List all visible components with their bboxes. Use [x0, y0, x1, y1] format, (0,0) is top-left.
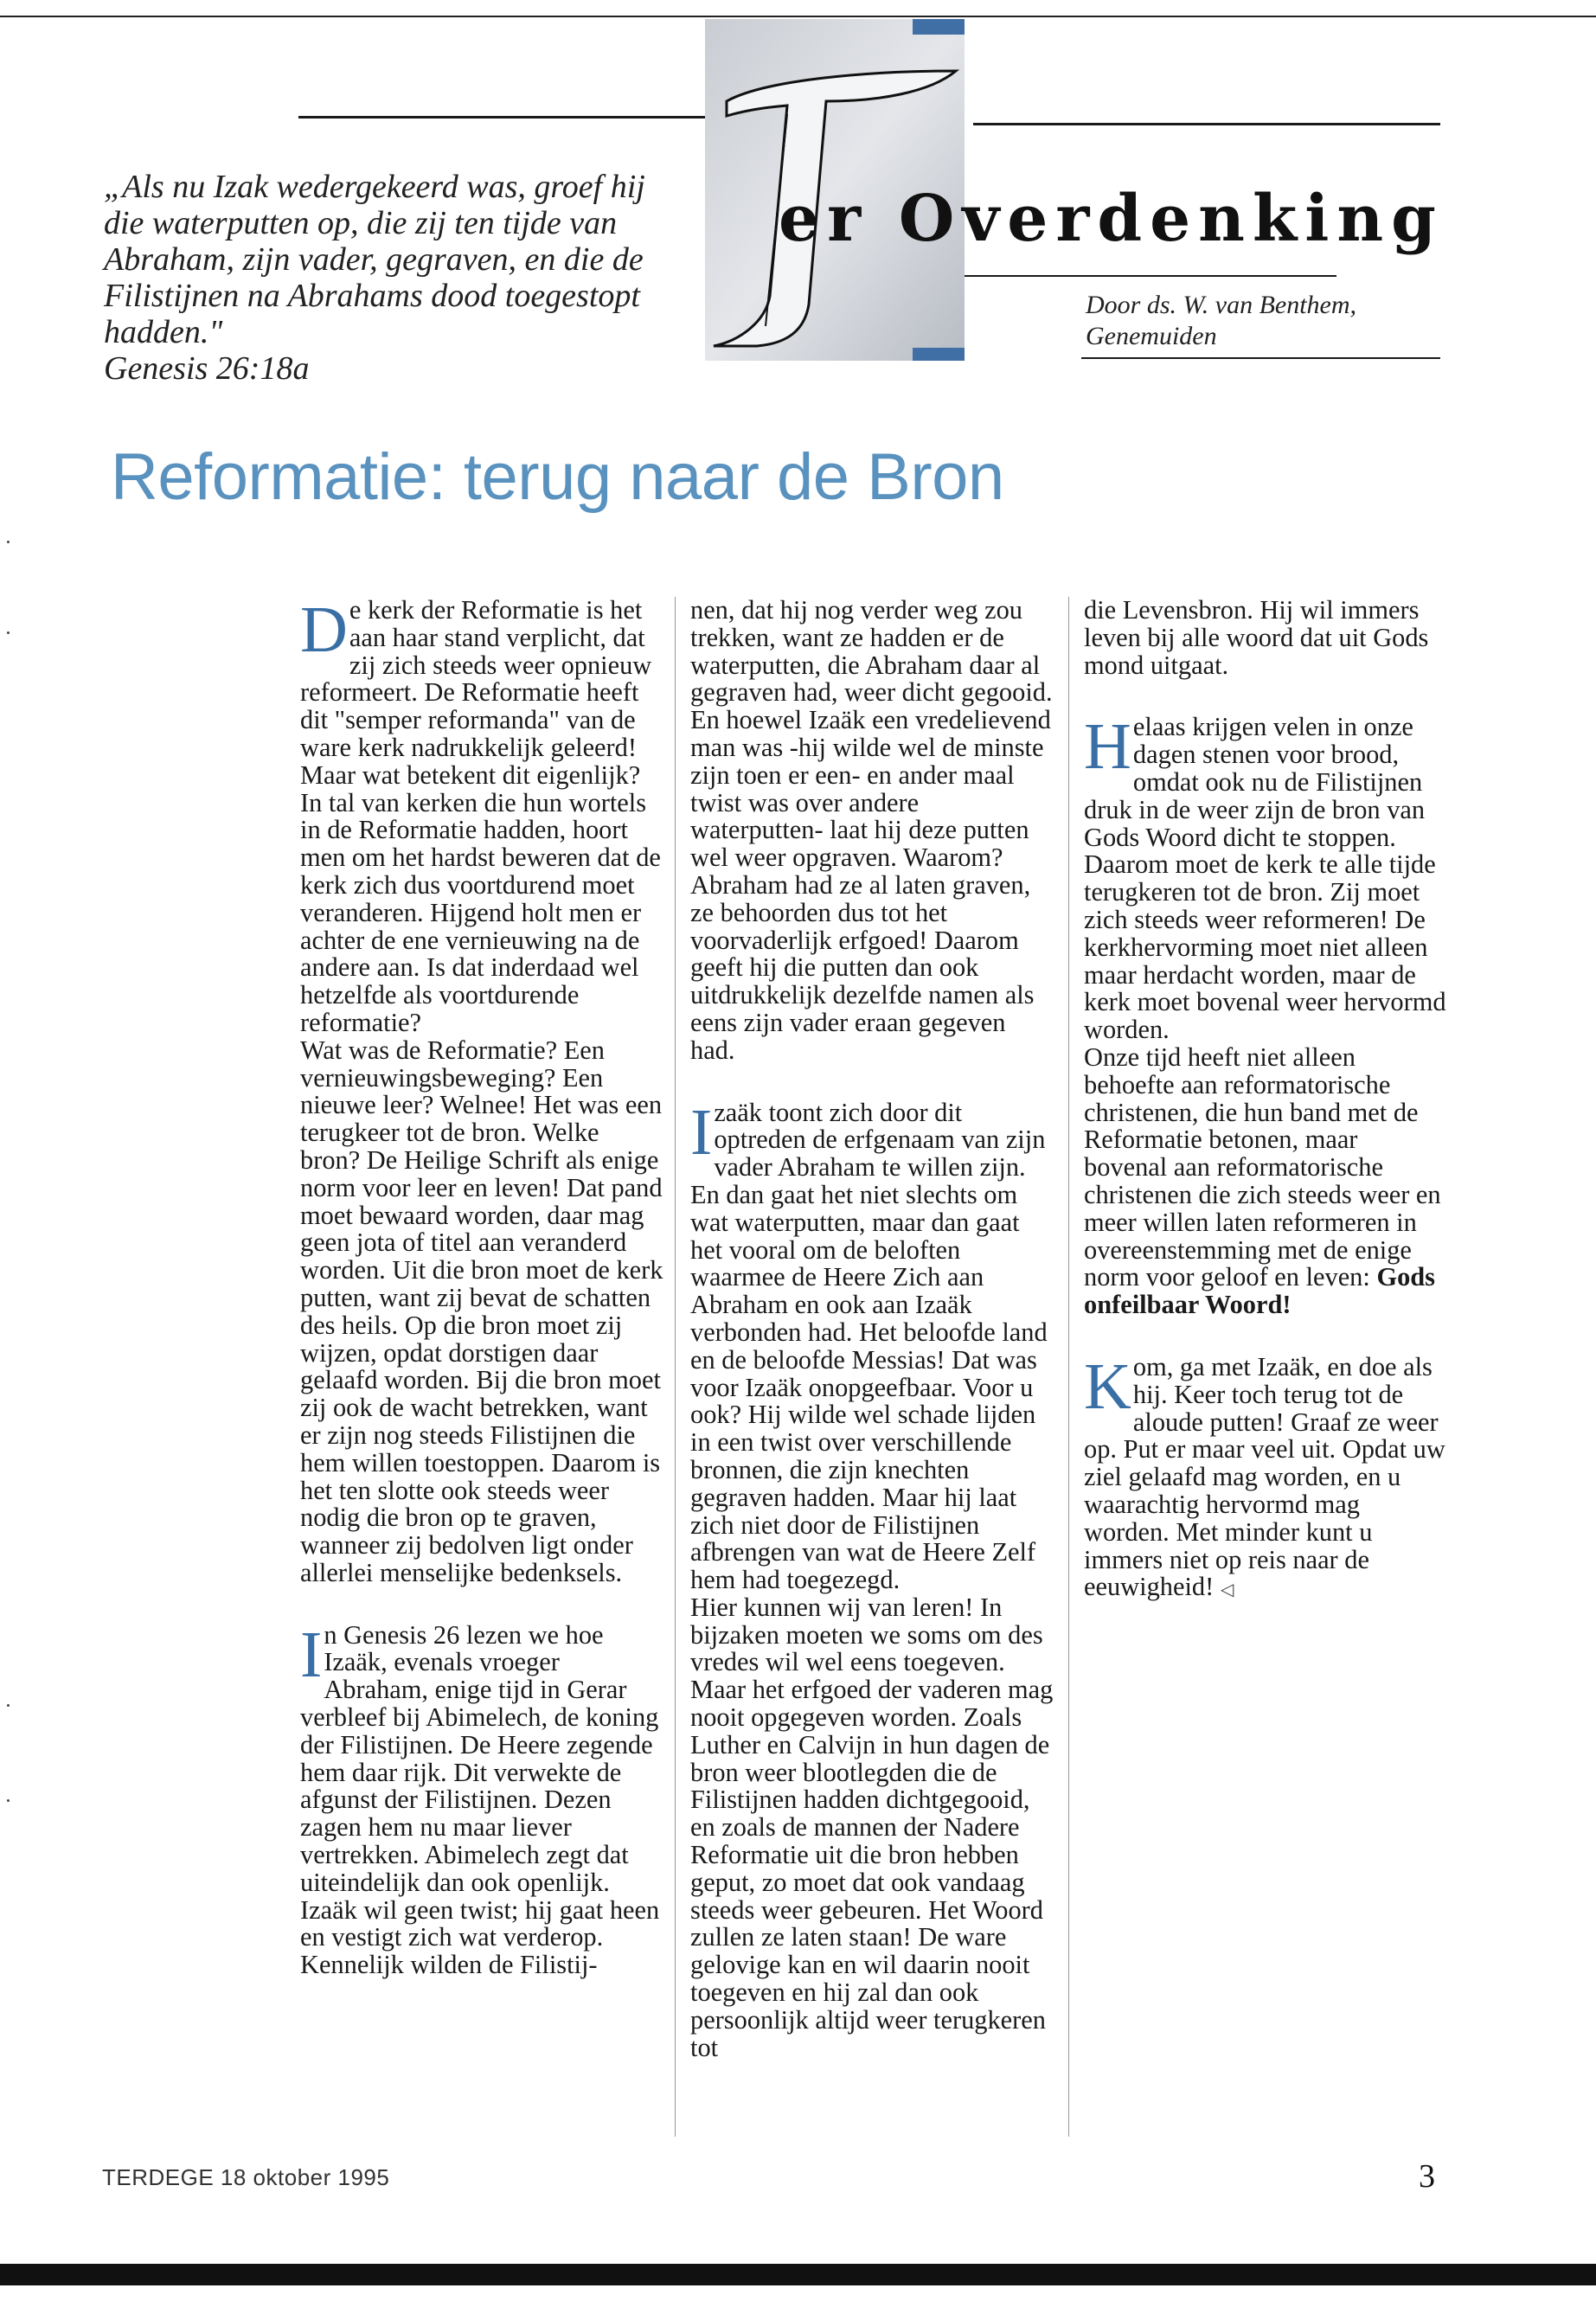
epigraph-quote: „Als nu Izak wedergekeerd was, groef hij die waterputten op, die zij ten tijde van Abraham, zijn vader, gegraven, en die de Filistijnen na Abrahams dood toegestopt hadden." [104, 169, 645, 350]
paragraph-text: n Genesis 26 lezen we hoe Izaäk, evenals vroeger Abraham, enige tijd in Gerar verbleef bij Abimelech, de koning der Filistijnen. De Heere zegende hem daar rijk. Dit verwekte de afgunst der Filistijnen. Dezen zagen hem nu maar liever vertrekken. Abimelech zegt dat uiteindelijk dan ook openlijk. Izaäk wil geen twist; hij gaat heen en vestigt zich wat verderop. Kennelijk wilden de Filistij- [300, 1619, 660, 1980]
paragraph: nen, dat hij nog verder weg zou trekken, want ze hadden er de waterputten, die Abraham daar al gegraven had, weer dicht gegooid. En hoewel Izaäk een vredelievend man was -hij wilde wel de minste zijn toen er een- en ander maal twist was over andere waterputten- laat hij deze putten wel weer opgraven. Waarom? Abraham had ze al laten graven, ze behoorden dus tot het voorvaderlijk erfgoed! Daarom geeft hij die putten dan ook uitdrukkelijk dezelfde namen als eens zijn vader eraan gegeven had. [690, 595, 1053, 1065]
top-border [0, 16, 1596, 17]
byline-place: Genemuiden [1086, 322, 1217, 350]
drop-cap: K [1084, 1349, 1131, 1423]
header-rule-under-title [947, 275, 1336, 277]
paragraph [1084, 710, 1447, 1045]
margin-mark [7, 1704, 10, 1707]
paragraph-text: elaas krijgen velen in onze dagen stenen voor brood, omdat ook nu de Filistijnen druk in de weer zijn de bron van Gods Woord dicht te stoppen. Daarom moet de kerk te alle tijde terugkeren tot de bron. Zij moet zich steeds weer reformeren! De kerkhervorming moet niet alleen maar herdacht worden, maar de kerk moet bovenal weer hervormd worden. [1084, 712, 1446, 1045]
drop-cap: D [300, 593, 348, 666]
paragraph-text: zaäk toont zich door dit optreden de erfgenaam van zijn vader Abraham te willen zijn. En dan gaat het niet slechts om wat waterputten, maar dan gaat het vooral om de beloften waarmee de Heere Zich aan Abraham en ook aan Izaäk verbonden had. Het beloofde land en de beloofde Messias! Dat was voor Izaäk onopgeefbaar. Voor u ook? Hij wilde wel schade lijden in een twist over verschillende bronnen, die zijn knechten gegraven hadden. Maar hij laat zich niet door de Filistijnen afbrengen van wat de Heere Zelf hem had toegezegd. [690, 1097, 1048, 1595]
paragraph [690, 1095, 1054, 1595]
drop-cap: I [300, 1618, 323, 1691]
paragraph: Hier kunnen wij van leren! In bijzaken moeten we soms om des vredes wil wel eens toegeven. Maar het erfgoed der vaderen mag nooit opgegeven worden. Zoals Luther en Calvijn in hun dagen de bron weer blootlegden die de Filistijnen hadden dichtgegooid, en zoals de mannen der Nadere Reformatie uit die bron hebben geput, zo moet dat ook vandaag steeds weer gebeuren. Het Woord zullen ze laten staan! De ware gelovige kan en wil daarin nooit toegeven en hij zal dan ook persoonlijk altijd weer terugkeren tot [690, 1592, 1054, 2062]
paragraph [1084, 1044, 1447, 1319]
paragraph-text: Onze tijd heeft niet alleen behoefte aan reformatorische christenen, die hun band met de Reformatie betonen, maar bovenal aan reformatorische christenen die zich steeds weer en meer willen laten reformeren in overeenstemming met de enige norm voor geloof en leven: [1084, 1042, 1441, 1292]
bottom-border [0, 2264, 1596, 2285]
drop-cap: I [690, 1095, 713, 1169]
article-column-3 [1084, 597, 1447, 1605]
paragraph [300, 1618, 663, 1980]
epigraph-reference: Genesis 26:18a [104, 350, 310, 387]
footer-publication: TERDEGE 18 oktober 1995 [102, 2164, 390, 2190]
column-separator [1068, 597, 1069, 2137]
paragraph-text: om, ga met Izaäk, en doe als hij. Keer toch terug tot de aloude putten! Graaf ze weer op. Put er maar veel uit. Opdat uw ziel gelaafd mag worden, en u waarachtig hervormd mag worden. Met minder kunt u immers niet op reis naar de eeuwigheid! [1084, 1351, 1445, 1602]
paragraph: die Levensbron. Hij wil immers leven bij alle woord dat uit Gods mond uitgaat. [1084, 595, 1429, 680]
column-separator [675, 597, 676, 2137]
header-rule-left [298, 116, 705, 119]
paragraph [1084, 1349, 1447, 1605]
margin-mark [7, 1799, 10, 1802]
end-of-article-icon: ◁ [1220, 1580, 1234, 1600]
paragraph [300, 593, 663, 1037]
margin-mark [7, 631, 10, 634]
page-number: 3 [1419, 2158, 1435, 2195]
byline-rule [1081, 357, 1440, 359]
emphasis-text: Gods onfeilbaar Woord! [1084, 1262, 1436, 1320]
article-headline: Reformatie: terug naar de Bron [111, 440, 1004, 514]
drop-cap: H [1084, 710, 1131, 784]
margin-mark [7, 541, 10, 543]
article-column-2 [690, 597, 1054, 2061]
paragraph: Wat was de Reformatie? Een vernieuwingsbeweging? Een nieuwe leer? Welnee! Het was een terugkeer tot de bron. Welke bron? De Heilige Schrift als enige norm voor leer en leven! Dat pand moet bewaard worden, daar mag geen jota of titel aan veranderd worden. Uit die bron moet de kerk putten, want zij bevat de schatten des heils. Op die bron moet zij wijzen, opdat dorstigen daar gelaafd worden. Bij die bron moet zij ook de wacht betrekken, want er zijn nog steeds Filistijnen die hem willen toestoppen. Daarom is het ten slotte ook steeds weer nodig die bron op te graven, wanneer zij bedolven ligt onder allerlei menselijke bedenksels. [300, 1035, 663, 1587]
byline [1086, 290, 1449, 352]
epigraph [104, 169, 692, 387]
paragraph-text: e kerk der Reformatie is het aan haar stand verplicht, dat zij zich steeds weer opnieuw reformeert. De Reformatie heeft dit "semper reformanda" van de ware kerk nadrukkelijk geleerd! Maar wat betekent dit eigenlijk? In tal van kerken die hun wortels in de Reformatie hadden, hoort men om het hardst beweren dat de kerk zich dus voortdurend moet veranderen. Hijgend holt men er achter de ene vernieuwing na de andere aan. Is dat inderdaad wel hetzelfde als voortdurende reformatie? [300, 595, 661, 1037]
column-title: er Overdenking [779, 182, 1444, 256]
byline-author: Door ds. W. van Benthem, [1086, 291, 1357, 319]
header-rule-right [973, 123, 1440, 125]
article-column-1 [300, 593, 663, 1980]
